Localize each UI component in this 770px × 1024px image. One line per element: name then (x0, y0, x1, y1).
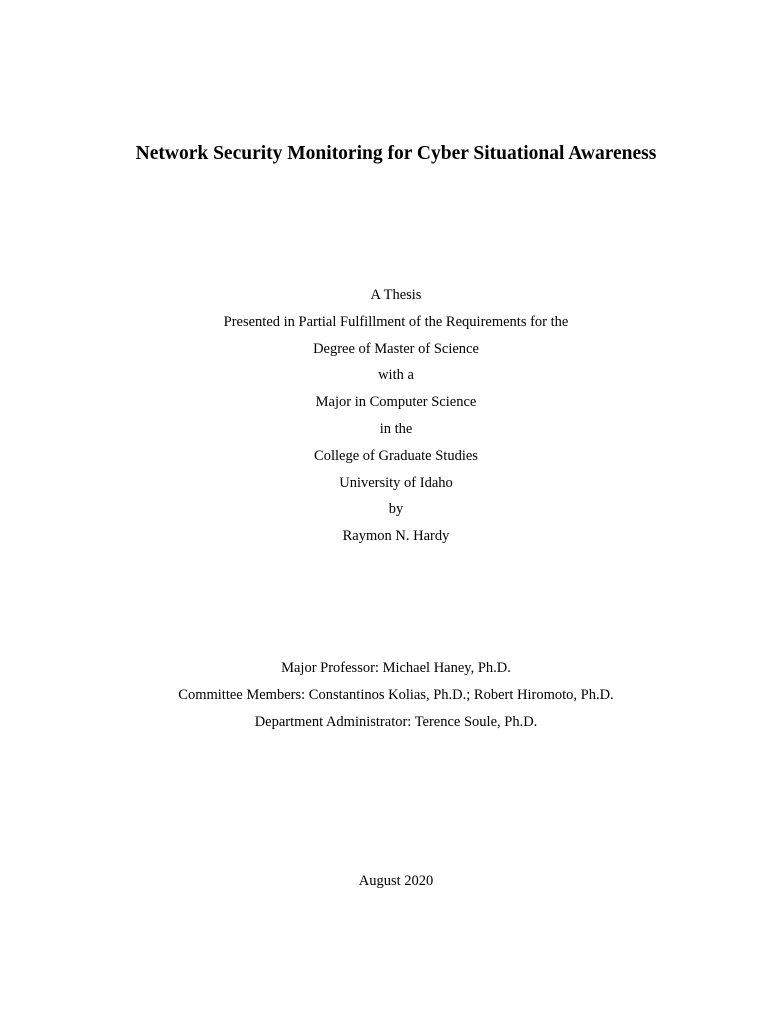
major-professor: Major Professor: Michael Haney, Ph.D. (281, 660, 511, 676)
thesis-statement (0, 282, 770, 550)
major-line: Major in Computer Science (315, 394, 477, 411)
in-the-line: in the (379, 420, 413, 437)
thesis-title: Network Security Monitoring for Cyber Situational Awareness (135, 143, 657, 164)
with-a-line: with a (378, 367, 414, 384)
fulfillment-line: Presented in Partial Fulfillment of the Requirements for the (223, 313, 569, 330)
college-line: College of Graduate Studies (314, 447, 478, 464)
committee-list (0, 655, 770, 736)
degree-line: Degree of Master of Science (313, 340, 479, 357)
submission-date: August 2020 (358, 873, 434, 889)
author-name: Raymon N. Hardy (342, 528, 450, 545)
university-line: University of Idaho (339, 474, 453, 491)
thesis-type-line: A Thesis (370, 287, 422, 303)
committee-members: Committee Members: Constantinos Kolias, Ph.D.; Robert Hiromoto, Ph.D. (178, 687, 614, 703)
department-administrator: Department Administrator: Terence Soule, Ph.D. (254, 714, 538, 730)
by-line: by (388, 501, 404, 518)
